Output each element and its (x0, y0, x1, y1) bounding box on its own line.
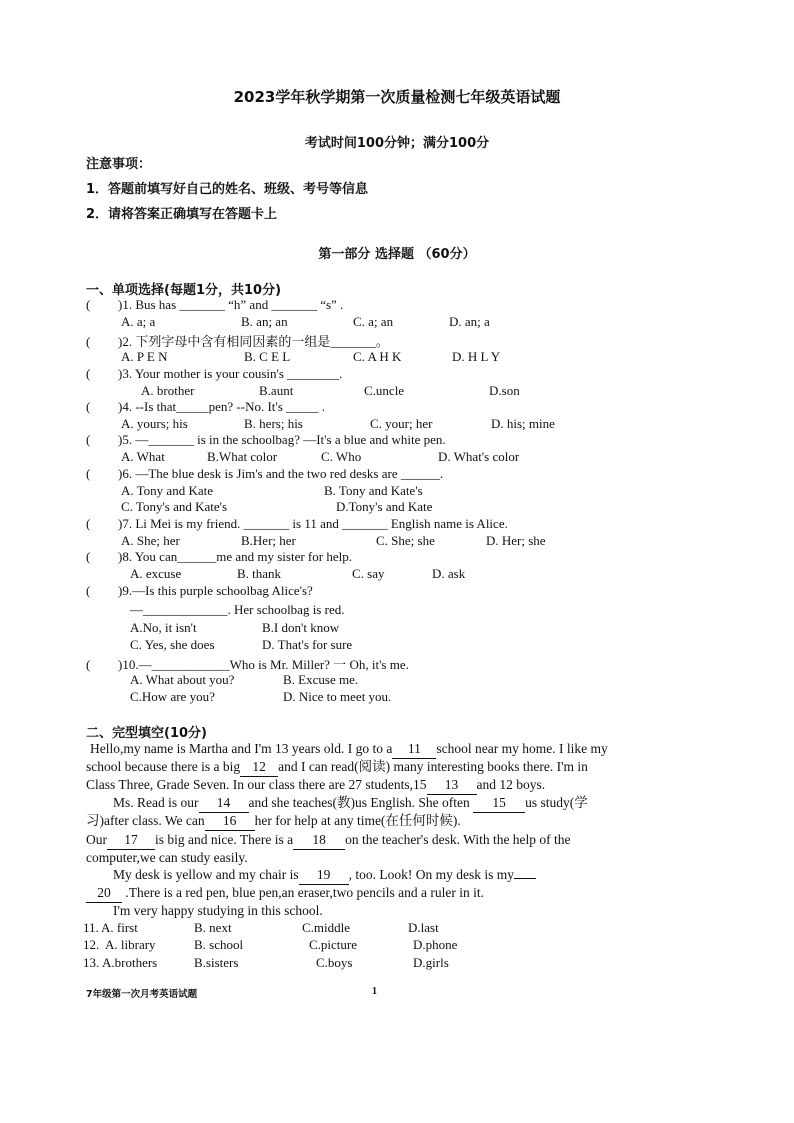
question-10: ( )10.—____________Who is Mr. Miller? 一 Oh, it's me. (86, 657, 409, 672)
question-3: ( )3. Your mother is your cousin's ________. (86, 366, 343, 381)
option: A.brothers (102, 955, 158, 970)
option: D. an; a (449, 314, 490, 329)
option: C. Tony's and Kate's (121, 499, 228, 514)
notes-item: 1．答题前填写好自己的姓名、班级、考号等信息 (86, 182, 369, 197)
cloze-blank: 19 (299, 866, 349, 885)
option: D.girls (413, 955, 449, 970)
cloze-blank: 17 (107, 831, 155, 850)
cloze-blank: 20 (86, 884, 122, 903)
cloze-line: 20 .There is a red pen, blue pen,an eraser,two pencils and a ruler in it. (86, 884, 686, 903)
notes (86, 154, 368, 229)
question-stem: )4. --Is that_____pen? --No. It's _____ . (118, 399, 326, 414)
cloze-blank: 11 (392, 740, 436, 759)
cloze-blank: 18 (293, 831, 345, 850)
option: B. next (194, 920, 232, 935)
cloze-line: Class Three, Grade Seven. In our class there are 27 students,15 13 and 12 boys. (86, 776, 686, 795)
option: C. a; an (353, 314, 394, 329)
question-stem: )9.—Is this purple schoolbag Alice's? (118, 583, 313, 598)
part-title: 第一部分 选择题 （60分） (318, 247, 476, 262)
option: D.last (408, 920, 439, 935)
option: D. H L Y (452, 349, 501, 364)
option: B. Tony and Kate's (324, 483, 423, 498)
cloze-line: I'm very happy studying in this school. (113, 903, 323, 918)
notes-item: 2．请将答案正确填写在答题卡上 (86, 207, 278, 222)
question-6: ( )6. —The blue desk is Jim's and the two red desks are ______. (86, 466, 444, 481)
page-number: 1 (372, 986, 377, 997)
option: A. a; a (121, 314, 156, 329)
option: D.Tony's and Kate (336, 499, 433, 514)
question-stem: )10.—____________Who is Mr. Miller? 一 Oh, it's me. (118, 657, 409, 672)
option: B. school (194, 937, 244, 952)
option: D. Her; she (486, 533, 546, 548)
option: A. yours; his (121, 416, 188, 431)
option: D. his; mine (491, 416, 555, 431)
option: C.How are you? (130, 689, 215, 704)
cloze-line: school because there is a big 12 and I can read(阅读) many interesting books there. I'm in (86, 758, 686, 777)
cloze-line: Ms. Read is our 14 and she teaches(教)us English. She often 15 us study(学 (113, 794, 673, 813)
option: A. P E N (121, 349, 168, 364)
option: A.No, it isn't (130, 620, 197, 635)
option: C. A H K (353, 349, 402, 364)
cloze-line: 习)after class. We can 16 her for help at any time(在任何时候). (86, 812, 686, 831)
option: A. What about you? (130, 672, 235, 687)
option: B.sisters (194, 955, 239, 970)
question-9: ( )9.—Is this purple schoolbag Alice's? (86, 583, 313, 598)
option: A. excuse (130, 566, 182, 581)
option: B. thank (237, 566, 282, 581)
option: B.I don't know (262, 620, 340, 635)
question-2: ( )2. 下列字母中含有相同因素的一组是_______。 (86, 334, 389, 349)
option: B. Excuse me. (283, 672, 359, 687)
option: B. an; an (241, 314, 288, 329)
option: B. hers; his (244, 416, 303, 431)
question-stem: )2. 下列字母中含有相同因素的一组是_______。 (118, 334, 389, 349)
option: C. Who (321, 449, 362, 464)
exam-title: 2023学年秋学期第一次质量检测七年级英语试题 (233, 88, 561, 106)
option: A. brother (141, 383, 195, 398)
option: A. library (105, 937, 156, 952)
option: A. She; her (121, 533, 180, 548)
notes-heading: 注意事项： (86, 157, 152, 172)
cloze-line: Hello,my name is Martha and I'm 13 years old. I go to a 11 school near my home. I like my (90, 740, 690, 759)
cloze-blank: 16 (205, 812, 255, 831)
question-stem: )8. You can______me and my sister for help. (118, 549, 352, 564)
cloze-option-num: 11. (83, 920, 99, 935)
cloze-option-num: 13. (83, 955, 100, 970)
question-7: ( )7. Li Mei is my friend. _______ is 11 and _______ English name is Alice. (86, 516, 508, 531)
option: C. your; her (370, 416, 433, 431)
option: C. Yes, she does (130, 637, 215, 652)
footer-label: 7年级第一次月考英语试题 (86, 989, 198, 1000)
question-5: ( )5. —_______ is in the schoolbag? —It's a blue and white pen. (86, 432, 446, 447)
question-stem: )3. Your mother is your cousin's ________. (118, 366, 343, 381)
option: A. What (121, 449, 165, 464)
option: B. C E L (244, 349, 291, 364)
option: D. ask (432, 566, 466, 581)
option: B.aunt (259, 383, 294, 398)
cloze-blank: 12 (240, 758, 278, 777)
cloze-line: computer,we can study easily. (86, 850, 248, 865)
question-9-line2: —_____________. Her schoolbag is red. (130, 602, 345, 617)
option: B.Her; her (241, 533, 296, 548)
option: C.uncle (364, 383, 405, 398)
cloze-blank: 14 (199, 794, 249, 813)
cloze-blank: 15 (473, 794, 525, 813)
question-stem: )1. Bus has _______ “h” and _______ “s” . (118, 297, 344, 312)
option: C.middle (302, 920, 351, 935)
question-stem: )6. —The blue desk is Jim's and the two red desks are ______. (118, 466, 444, 481)
option: A. first (101, 920, 138, 935)
option: B.What color (207, 449, 278, 464)
exam-subtitle: 考试时间100分钟；满分100分 (304, 136, 490, 151)
option: C. say (352, 566, 385, 581)
section1-heading: 一、单项选择(每题1分，共10分) (86, 283, 282, 298)
cloze-option-num: 12. (83, 937, 100, 952)
option: C.picture (309, 937, 358, 952)
option: C.boys (316, 955, 353, 970)
option: A. Tony and Kate (121, 483, 213, 498)
question-stem: )7. Li Mei is my friend. _______ is 11 and _______ English name is Alice. (118, 516, 508, 531)
question-4: ( )4. --Is that_____pen? --No. It's _____ . (86, 399, 326, 414)
section2-heading: 二、完型填空(10分) (86, 726, 207, 741)
cloze-line: My desk is yellow and my chair is 19 , too. Look! On my desk is my (113, 866, 673, 885)
cloze-line: Our 17 is big and nice. There is a 18 on the teacher's desk. With the help of the (86, 831, 686, 850)
option: D. That's for sure (262, 637, 353, 652)
question-stem: )5. —_______ is in the schoolbag? —It's a blue and white pen. (118, 432, 446, 447)
option: D.phone (413, 937, 458, 952)
option: D.son (489, 383, 520, 398)
cloze-blank: 13 (427, 776, 477, 795)
question-1: ( )1. Bus has _______ “h” and _______ “s” . (86, 297, 344, 312)
option: D. Nice to meet you. (283, 689, 392, 704)
question-8: ( )8. You can______me and my sister for help. (86, 549, 352, 564)
option: C. She; she (376, 533, 435, 548)
option: D. What's color (438, 449, 520, 464)
